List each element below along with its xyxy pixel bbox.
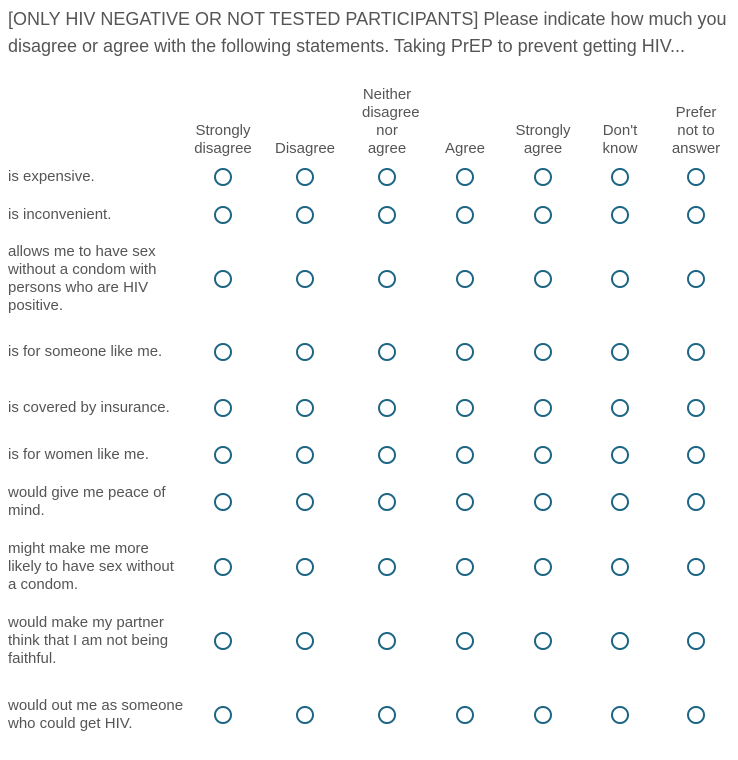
radio-disagree[interactable] xyxy=(296,632,314,650)
radio-strongly-disagree[interactable] xyxy=(214,343,232,361)
option-cell xyxy=(262,380,348,436)
option-cell xyxy=(184,474,262,530)
radio-prefer-not[interactable] xyxy=(687,706,705,724)
radio-dont-know[interactable] xyxy=(611,270,629,288)
radio-neither[interactable] xyxy=(378,168,396,186)
radio-disagree[interactable] xyxy=(296,493,314,511)
corner-cell xyxy=(8,86,184,158)
option-cell xyxy=(658,530,734,604)
radio-dont-know[interactable] xyxy=(611,446,629,464)
radio-disagree[interactable] xyxy=(296,270,314,288)
option-cell xyxy=(426,530,504,604)
radio-agree[interactable] xyxy=(456,446,474,464)
option-cell xyxy=(348,196,426,234)
option-cell xyxy=(348,158,426,196)
option-cell xyxy=(582,324,658,380)
statement-label: is expensive. xyxy=(8,168,95,185)
header-row xyxy=(8,86,734,158)
radio-strongly-agree[interactable] xyxy=(534,206,552,224)
option-cell xyxy=(426,324,504,380)
option-cell xyxy=(184,158,262,196)
radio-strongly-disagree[interactable] xyxy=(214,206,232,224)
option-cell xyxy=(348,234,426,324)
radio-strongly-agree[interactable] xyxy=(534,558,552,576)
option-cell xyxy=(426,436,504,474)
statement-label: would out me as someone who could get HIV. xyxy=(8,697,184,732)
option-cell xyxy=(582,380,658,436)
radio-strongly-agree[interactable] xyxy=(534,168,552,186)
matrix-row xyxy=(8,436,734,474)
radio-strongly-disagree[interactable] xyxy=(214,706,232,724)
option-cell xyxy=(658,324,734,380)
radio-prefer-not[interactable] xyxy=(687,493,705,511)
radio-disagree[interactable] xyxy=(296,446,314,464)
radio-neither[interactable] xyxy=(378,399,396,417)
radio-disagree[interactable] xyxy=(296,706,314,724)
statement-label: is for women like me. xyxy=(8,446,149,463)
option-cell xyxy=(504,234,582,324)
matrix-row xyxy=(8,158,734,196)
radio-dont-know[interactable] xyxy=(611,706,629,724)
statement-label: is covered by insurance. xyxy=(8,399,170,416)
option-cell xyxy=(184,234,262,324)
option-cell xyxy=(426,234,504,324)
option-cell xyxy=(658,380,734,436)
radio-strongly-disagree[interactable] xyxy=(214,632,232,650)
option-cell xyxy=(348,324,426,380)
radio-neither[interactable] xyxy=(378,632,396,650)
radio-strongly-agree[interactable] xyxy=(534,706,552,724)
radio-strongly-disagree[interactable] xyxy=(214,558,232,576)
statement-label: is inconvenient. xyxy=(8,206,112,223)
matrix-row xyxy=(8,196,734,234)
radio-neither[interactable] xyxy=(378,343,396,361)
question-text: [ONLY HIV NEGATIVE OR NOT TESTED PARTICIPANTS] Please indicate how much you disagree or agree with the following statements. Taking PrEP to prevent getting HIV... xyxy=(8,9,727,56)
radio-strongly-agree[interactable] xyxy=(534,493,552,511)
radio-dont-know[interactable] xyxy=(611,399,629,417)
radio-strongly-disagree[interactable] xyxy=(214,168,232,186)
radio-prefer-not[interactable] xyxy=(687,270,705,288)
radio-agree[interactable] xyxy=(456,632,474,650)
radio-dont-know[interactable] xyxy=(611,632,629,650)
option-cell xyxy=(184,196,262,234)
radio-neither[interactable] xyxy=(378,446,396,464)
option-cell xyxy=(184,678,262,752)
column-header-strongly-agree: Strongly agree xyxy=(515,122,571,157)
radio-strongly-disagree[interactable] xyxy=(214,493,232,511)
radio-strongly-agree[interactable] xyxy=(534,270,552,288)
matrix-row xyxy=(8,380,734,436)
radio-dont-know[interactable] xyxy=(611,558,629,576)
option-cell xyxy=(184,530,262,604)
radio-strongly-disagree[interactable] xyxy=(214,270,232,288)
column-header-disagree: Disagree xyxy=(274,140,336,157)
option-cell xyxy=(184,604,262,678)
column-header-dont-know: Don't know xyxy=(602,122,638,157)
option-cell xyxy=(262,474,348,530)
likert-matrix xyxy=(8,86,734,752)
matrix-body xyxy=(8,158,734,752)
radio-strongly-agree[interactable] xyxy=(534,632,552,650)
option-cell xyxy=(426,196,504,234)
option-cell xyxy=(262,324,348,380)
radio-dont-know[interactable] xyxy=(611,206,629,224)
column-header-prefer-not: Prefer not to answer xyxy=(671,104,721,157)
matrix-row xyxy=(8,530,734,604)
matrix-row xyxy=(8,604,734,678)
option-cell xyxy=(348,380,426,436)
option-cell xyxy=(262,678,348,752)
radio-disagree[interactable] xyxy=(296,558,314,576)
option-cell xyxy=(348,530,426,604)
radio-strongly-disagree[interactable] xyxy=(214,399,232,417)
matrix-row xyxy=(8,324,734,380)
radio-agree[interactable] xyxy=(456,493,474,511)
option-cell xyxy=(658,474,734,530)
statement-label: would make my partner think that I am not being faithful. xyxy=(8,614,169,667)
column-header-agree: Agree xyxy=(444,140,486,157)
radio-neither[interactable] xyxy=(378,493,396,511)
option-cell xyxy=(582,604,658,678)
radio-strongly-disagree[interactable] xyxy=(214,446,232,464)
option-cell xyxy=(348,436,426,474)
radio-agree[interactable] xyxy=(456,270,474,288)
radio-disagree[interactable] xyxy=(296,168,314,186)
option-cell xyxy=(348,604,426,678)
radio-strongly-agree[interactable] xyxy=(534,399,552,417)
option-cell xyxy=(504,158,582,196)
radio-neither[interactable] xyxy=(378,206,396,224)
radio-dont-know[interactable] xyxy=(611,493,629,511)
radio-neither[interactable] xyxy=(378,270,396,288)
statement-label: allows me to have sex without a condom with persons who are HIV positive. xyxy=(8,243,157,314)
option-cell xyxy=(426,474,504,530)
option-cell xyxy=(658,234,734,324)
option-cell xyxy=(262,234,348,324)
option-cell xyxy=(504,474,582,530)
radio-agree[interactable] xyxy=(456,343,474,361)
radio-disagree[interactable] xyxy=(296,399,314,417)
radio-agree[interactable] xyxy=(456,206,474,224)
option-cell xyxy=(582,196,658,234)
matrix-row xyxy=(8,474,734,530)
column-header-neither: Neither disagree nor agree xyxy=(362,86,420,157)
option-cell xyxy=(582,678,658,752)
matrix-row xyxy=(8,678,734,752)
radio-prefer-not[interactable] xyxy=(687,343,705,361)
option-cell xyxy=(262,436,348,474)
radio-agree[interactable] xyxy=(456,558,474,576)
radio-agree[interactable] xyxy=(456,706,474,724)
radio-prefer-not[interactable] xyxy=(687,206,705,224)
radio-prefer-not[interactable] xyxy=(687,168,705,186)
option-cell xyxy=(184,436,262,474)
option-cell xyxy=(504,324,582,380)
option-cell xyxy=(582,158,658,196)
radio-strongly-agree[interactable] xyxy=(534,343,552,361)
option-cell xyxy=(582,234,658,324)
option-cell xyxy=(262,196,348,234)
radio-dont-know[interactable] xyxy=(611,343,629,361)
radio-agree[interactable] xyxy=(456,168,474,186)
radio-strongly-agree[interactable] xyxy=(534,446,552,464)
radio-prefer-not[interactable] xyxy=(687,558,705,576)
option-cell xyxy=(262,604,348,678)
option-cell xyxy=(348,474,426,530)
radio-dont-know[interactable] xyxy=(611,168,629,186)
option-cell xyxy=(504,196,582,234)
radio-prefer-not[interactable] xyxy=(687,632,705,650)
statement-label: would give me peace of mind. xyxy=(8,484,166,519)
matrix-row xyxy=(8,234,734,324)
option-cell xyxy=(504,604,582,678)
radio-neither[interactable] xyxy=(378,706,396,724)
option-cell xyxy=(426,158,504,196)
option-cell xyxy=(262,158,348,196)
option-cell xyxy=(504,380,582,436)
option-cell xyxy=(582,474,658,530)
option-cell xyxy=(426,380,504,436)
radio-agree[interactable] xyxy=(456,399,474,417)
option-cell xyxy=(262,530,348,604)
option-cell xyxy=(582,530,658,604)
option-cell xyxy=(504,436,582,474)
option-cell xyxy=(184,324,262,380)
radio-disagree[interactable] xyxy=(296,206,314,224)
column-header-strongly-disagree: Strongly disagree xyxy=(194,122,252,157)
option-cell xyxy=(658,436,734,474)
statement-label: is for someone like me. xyxy=(8,343,163,360)
radio-prefer-not[interactable] xyxy=(687,446,705,464)
option-cell xyxy=(658,604,734,678)
radio-disagree[interactable] xyxy=(296,343,314,361)
option-cell xyxy=(184,380,262,436)
option-cell xyxy=(582,436,658,474)
radio-neither[interactable] xyxy=(378,558,396,576)
option-cell xyxy=(658,678,734,752)
option-cell xyxy=(658,196,734,234)
radio-prefer-not[interactable] xyxy=(687,399,705,417)
option-cell xyxy=(658,158,734,196)
option-cell xyxy=(426,604,504,678)
option-cell xyxy=(504,530,582,604)
option-cell xyxy=(504,678,582,752)
option-cell xyxy=(348,678,426,752)
option-cell xyxy=(426,678,504,752)
statement-label: might make me more likely to have sex without a condom. xyxy=(8,540,174,593)
